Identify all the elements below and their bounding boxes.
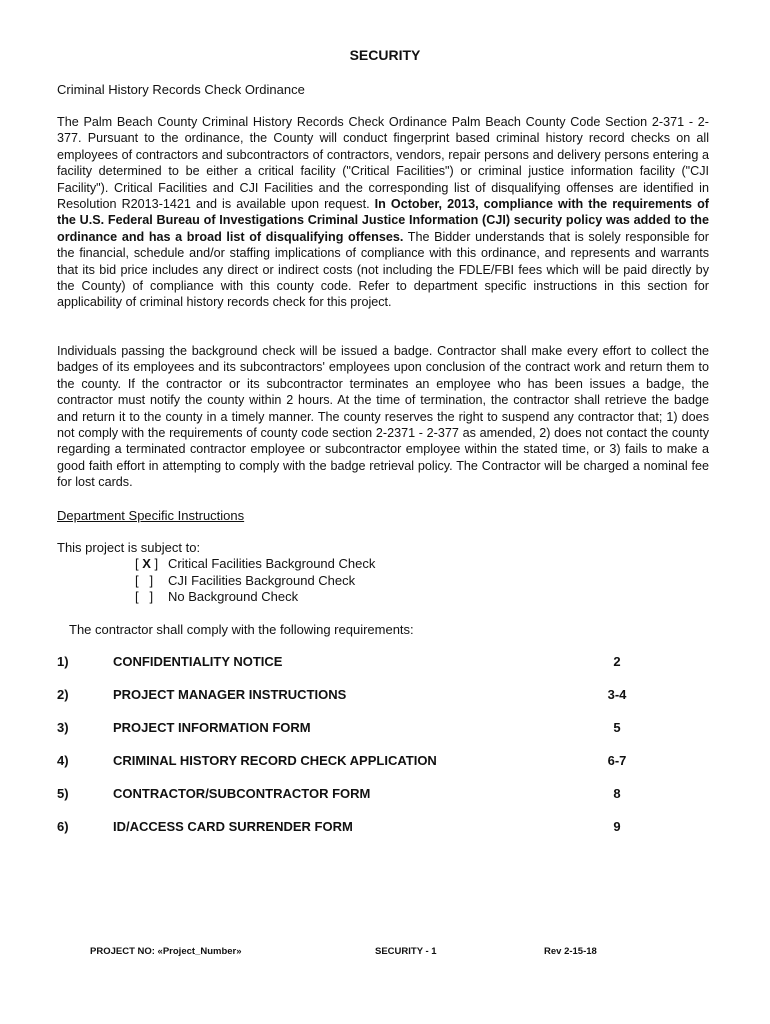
option-label: Critical Facilities Background Check <box>168 556 376 571</box>
subject-intro: This project is subject to: <box>57 540 201 555</box>
checkbox-no-background-check[interactable]: [ ] <box>135 589 154 604</box>
badge-paragraph: Individuals passing the background check will be issued a badge. Contractor shall make every effort to collect the badges of its employees and its subcontractors' employees upon conclusion of the contract work and return them to the county. If the contractor or its subcontractor terminates an employee who has been issues a badge, the contractor must notify the county within 2 hours. At the time of termination, the contractor shall retrieve the badge and return it to the county in a timely manner. The county reserves the right to suspend any contractor that; 1) does not comply with the requirements of county code section 2-2371 - 2-377 as amended, 2) does not contact the county regarding a terminated contractor employee or subcontractor employee within the stated time, or 3) fails to make a good faith effort in attempting to comply with the badge retrieval policy. The Contractor will be charged a nominal fee for lost cards. <box>57 344 709 490</box>
requirement-label: CRIMINAL HISTORY RECORD CHECK APPLICATION <box>113 753 437 768</box>
option-no-background-check[interactable] <box>135 589 375 606</box>
requirement-page: 6-7 <box>607 753 627 768</box>
requirement-label: PROJECT MANAGER INSTRUCTIONS <box>113 687 347 702</box>
option-label: CJI Facilities Background Check <box>168 572 356 588</box>
footer-project-number: PROJECT NO: «Project_Number» <box>90 946 242 957</box>
footer-section: SECURITY - 1 <box>375 946 437 957</box>
requirement-label: CONFIDENTIALITY NOTICE <box>113 654 283 669</box>
requirement-number: 3) <box>57 720 69 735</box>
option-label: No Background Check <box>168 589 299 604</box>
requirement-label: PROJECT INFORMATION FORM <box>113 720 311 735</box>
checkbox-cji-facilities[interactable]: [ ] <box>135 572 154 588</box>
requirement-page: 3-4 <box>607 687 627 702</box>
ordinance-text-2: The Bidder understands that is solely responsible for the financial, schedule and/or staffing implications of compliance with this ordinance, and represents and warrants that its bid price includes any direct or indirect costs (not including the FDLE/FBI fees which will be paid directly by the County) of compliance with this county code. Refer to department specific instructions in this section for applicability of criminal history records check for this project. <box>57 229 709 310</box>
checkbox-mark: X <box>142 556 151 571</box>
ordinance-paragraph <box>57 114 709 311</box>
requirement-number: 4) <box>57 753 69 768</box>
requirement-number: 1) <box>57 654 69 669</box>
requirement-page: 2 <box>613 654 621 669</box>
requirement-label: ID/ACCESS CARD SURRENDER FORM <box>113 819 353 834</box>
department-heading: Department Specific Instructions <box>57 508 245 523</box>
ordinance-subtitle: Criminal History Records Check Ordinance <box>57 82 305 97</box>
checkbox-critical-facilities[interactable]: [ X ] <box>135 556 159 571</box>
requirement-page: 8 <box>613 786 621 801</box>
option-cji-facilities[interactable] <box>135 573 375 590</box>
page-title: SECURITY <box>349 47 421 63</box>
ordinance-bold-text: In October, 2013, compliance with the requirements of the U.S. Federal Bureau of Investigations Criminal Justice Information (CJI) security policy was added to the ordinance and has a broad list of disqualifying offenses. <box>57 197 709 244</box>
requirement-page: 5 <box>613 720 621 735</box>
ordinance-text-1: The Palm Beach County Criminal History Records Check Ordinance Palm Beach County Code Section 2-371 - 2-377. Pursuant to the ordinance, the County will conduct fingerprint based criminal history record checks on all employees of contractors and subcontractors of contractors, vendors, repair persons and delivery persons entering a facility determined to be either a critical facility ("Critical Facilities") or criminal justice information facility ("CJI Facility"). Critical Facilities and CJI Facilities and the corresponding list of disqualifying offenses are identified in Resolution R2013-1421 and is available upon request. <box>57 115 709 212</box>
requirement-label: CONTRACTOR/SUBCONTRACTOR FORM <box>113 786 371 801</box>
background-check-options <box>135 556 375 606</box>
requirement-number: 5) <box>57 786 69 801</box>
comply-intro: The contractor shall comply with the following requirements: <box>69 622 414 637</box>
requirement-number: 2) <box>57 687 69 702</box>
requirement-number: 6) <box>57 819 69 834</box>
requirement-page: 9 <box>613 819 621 834</box>
option-critical-facilities[interactable] <box>135 556 375 573</box>
footer-revision: Rev 2-15-18 <box>544 946 597 957</box>
